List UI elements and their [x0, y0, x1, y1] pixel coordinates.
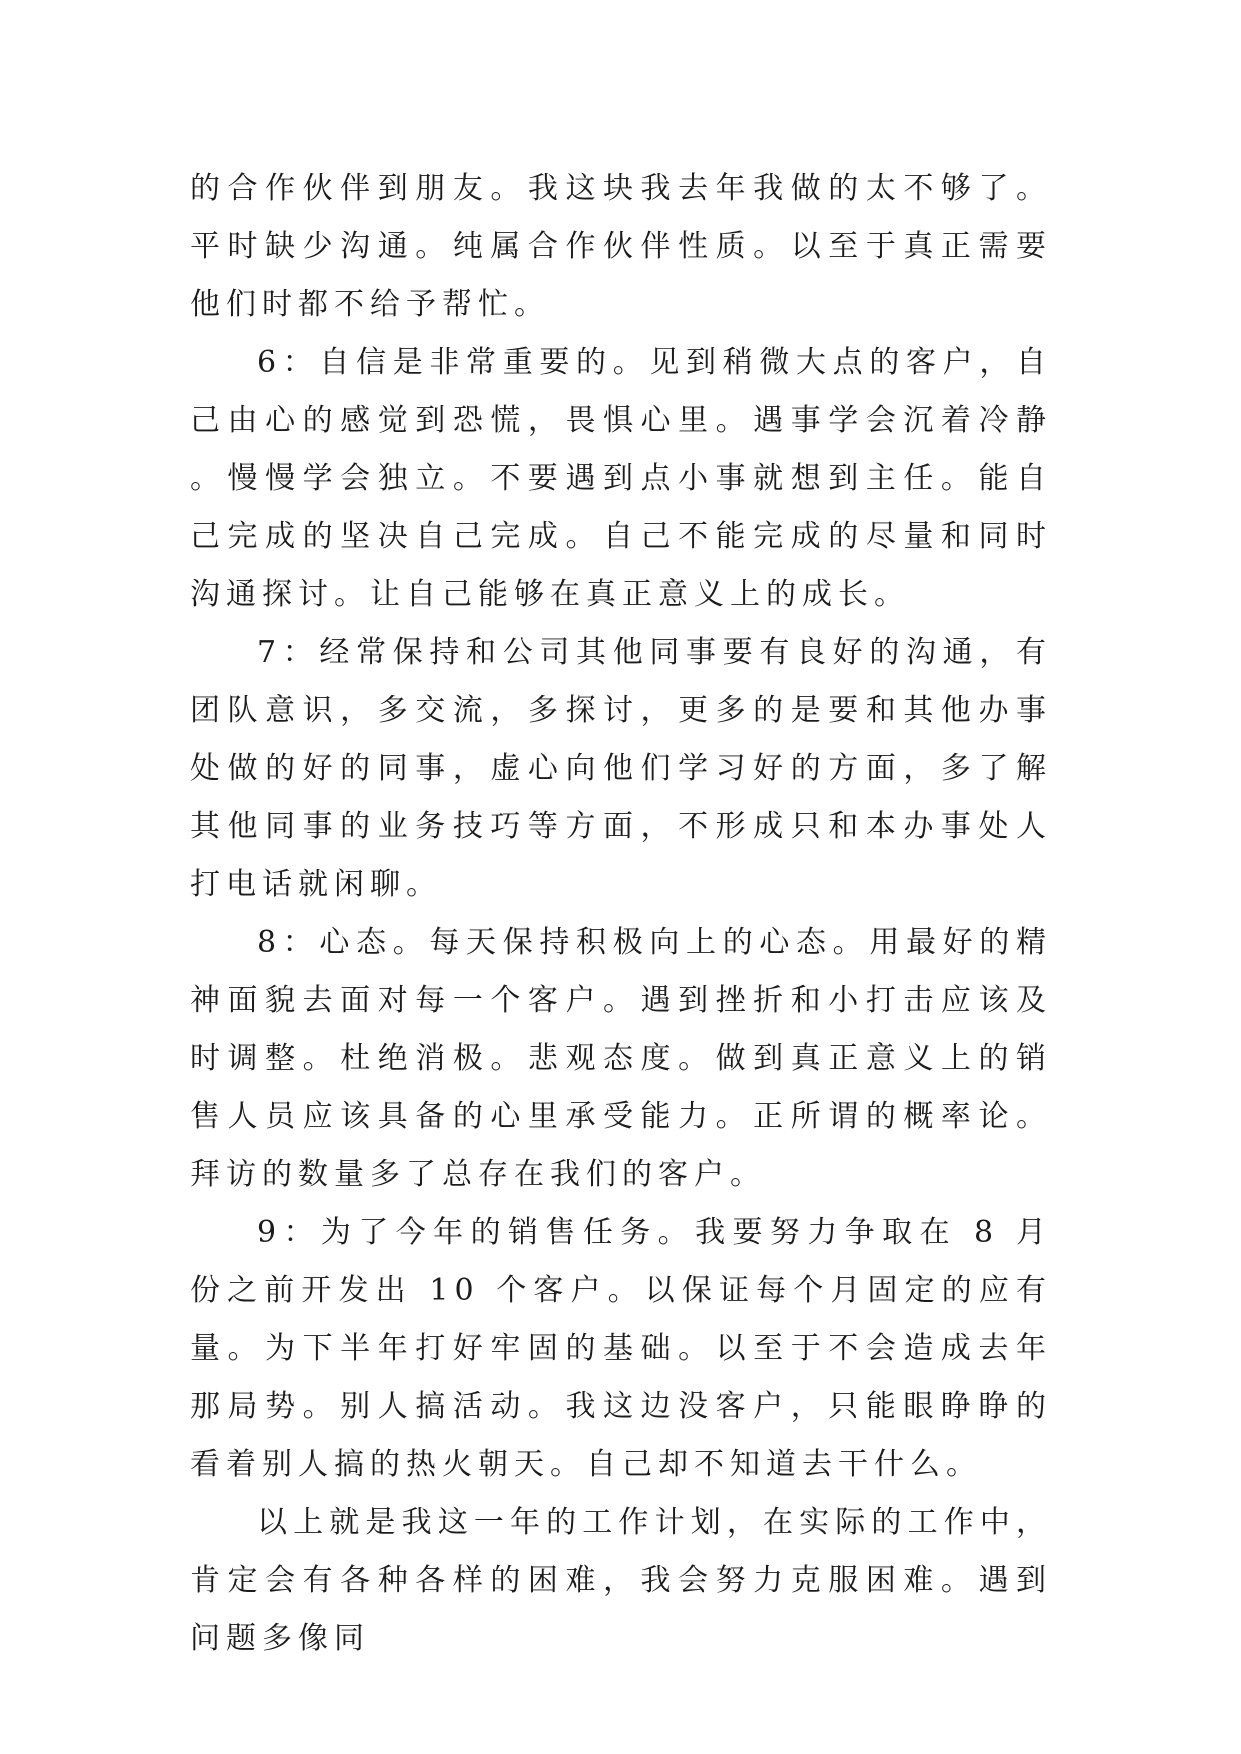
- paragraph-item-7-communication: 7：经常保持和公司其他同事要有良好的沟通，有团队意识，多交流，多探讨，更多的是要和其他办事处做的好的同事，虚心向他们学习好的方面，多了解其他同事的业务技巧等方面，不形成只和本办事处人打电话就闲聊。: [190, 635, 1052, 902]
- document-body: [190, 160, 1052, 1668]
- paragraph-partner-relations: 的合作伙伴到朋友。我这块我去年我做的太不够了。平时缺少沟通。纯属合作伙伴性质。以至于真正需要他们时都不给予帮忙。: [190, 171, 1052, 322]
- paragraph-item-9-sales-target: 9：为了今年的销售任务。我要努力争取在 8 月份之前开发出 10 个客户。以保证每个月固定的应有量。为下半年打好牢固的基础。以至于不会造成去年那局势。别人搞活动。我这边没客户，只能眼睁睁的看着别人搞的热火朝天。自己却不知道去干什么。: [190, 1215, 1052, 1482]
- paragraph-conclusion: 以上就是我这一年的工作计划，在实际的工作中，肯定会有各种各样的困难，我会努力克服困难。遇到问题多像同: [190, 1505, 1052, 1656]
- paragraph-item-8-attitude: 8：心态。每天保持积极向上的心态。用最好的精神面貌去面对每一个客户。遇到挫折和小打击应该及时调整。杜绝消极。悲观态度。做到真正意义上的销售人员应该具备的心里承受能力。正所谓的概率论。拜访的数量多了总存在我们的客户。: [190, 925, 1052, 1192]
- paragraph-item-6-confidence: 6：自信是非常重要的。见到稍微大点的客户，自己由心的感觉到恐慌，畏惧心里。遇事学会沉着冷静。慢慢学会独立。不要遇到点小事就想到主任。能自己完成的坚决自己完成。自己不能完成的尽量和同时沟通探讨。让自己能够在真正意义上的成长。: [190, 345, 1052, 612]
